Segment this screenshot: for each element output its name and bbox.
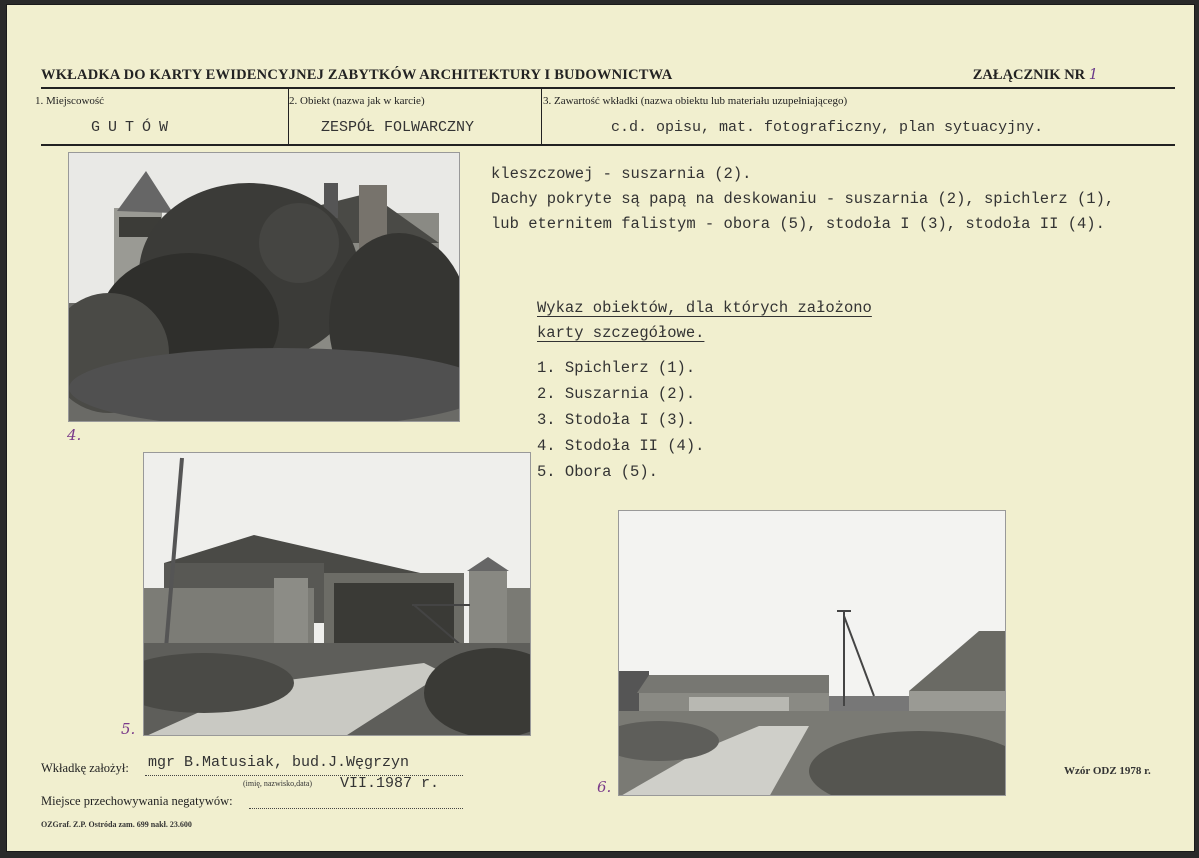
header-rule-bottom	[41, 144, 1175, 146]
photo-number-4: 4.	[67, 426, 82, 444]
author-value: mgr B.Matusiak, bud.J.Węgrzyn	[148, 754, 410, 771]
list-item: 4. Stodoła II (4).	[537, 437, 705, 455]
author-hint: (imię, nazwisko,data)	[243, 779, 313, 788]
record-sheet	[6, 4, 1195, 852]
list-heading-line: Wykaz obiektów, dla których założono	[537, 299, 872, 317]
town-label: 1. Miejscowość	[35, 95, 105, 107]
list-item: 1. Spichlerz (1).	[537, 359, 696, 377]
list-heading-line: karty szczegółowe.	[537, 324, 705, 342]
objects-list	[537, 355, 704, 485]
annex-label-text: ZAŁĄCZNIK NR	[972, 67, 1086, 83]
annex-label	[973, 67, 1098, 84]
content-value: c.d. opisu, mat. fotograficzny, plan sytuacyjny.	[611, 119, 1044, 136]
print-info: OZGraf. Z.P. Ostróda zam. 699 nakł. 23.600	[41, 820, 192, 829]
author-label: Wkładkę założył:	[41, 761, 129, 775]
header-divider-2	[541, 89, 542, 144]
annex-number: 1	[1088, 67, 1098, 83]
description-line: kleszczowej - suszarnia (2).	[491, 165, 752, 183]
photo-farmyard	[618, 510, 1006, 796]
list-item: 5. Obora (5).	[537, 463, 658, 481]
content-label: 3. Zawartość wkładki (nazwa obiektu lub materiału uzupełniającego)	[543, 95, 848, 107]
town-value: GUTÓW	[91, 119, 177, 136]
form-model: Wzór ODZ 1978 r.	[1064, 765, 1151, 777]
object-value: ZESPÓŁ FOLWARCZNY	[321, 119, 475, 136]
photo-manor-ruin	[68, 152, 460, 422]
list-heading	[537, 296, 872, 346]
description-line: lub eternitem falistym - obora (5), stodoła I (3), stodoła II (4).	[491, 215, 1105, 233]
description-text	[491, 162, 1114, 237]
form-title: WKŁADKA DO KARTY EWIDENCYJNEJ ZABYTKÓW ARCHITEKTURY I BUDOWNICTWA	[41, 67, 673, 83]
photo-number-5: 5.	[121, 720, 136, 738]
photo-number-6: 6.	[597, 778, 612, 796]
object-label: 2. Obiekt (nazwa jak w karcie)	[289, 95, 425, 107]
photo-barn-gate	[143, 452, 531, 736]
description-line: Dachy pokryte są papą na deskowaniu - suszarnia (2), spichlerz (1),	[491, 190, 1115, 208]
list-item: 2. Suszarnia (2).	[537, 385, 696, 403]
storage-label: Miejsce przechowywania negatywów:	[41, 794, 233, 808]
list-item: 3. Stodoła I (3).	[537, 411, 696, 429]
date-value: VII.1987 r.	[340, 775, 440, 792]
storage-dotted-line	[249, 808, 463, 809]
header-rule-top	[41, 87, 1175, 89]
